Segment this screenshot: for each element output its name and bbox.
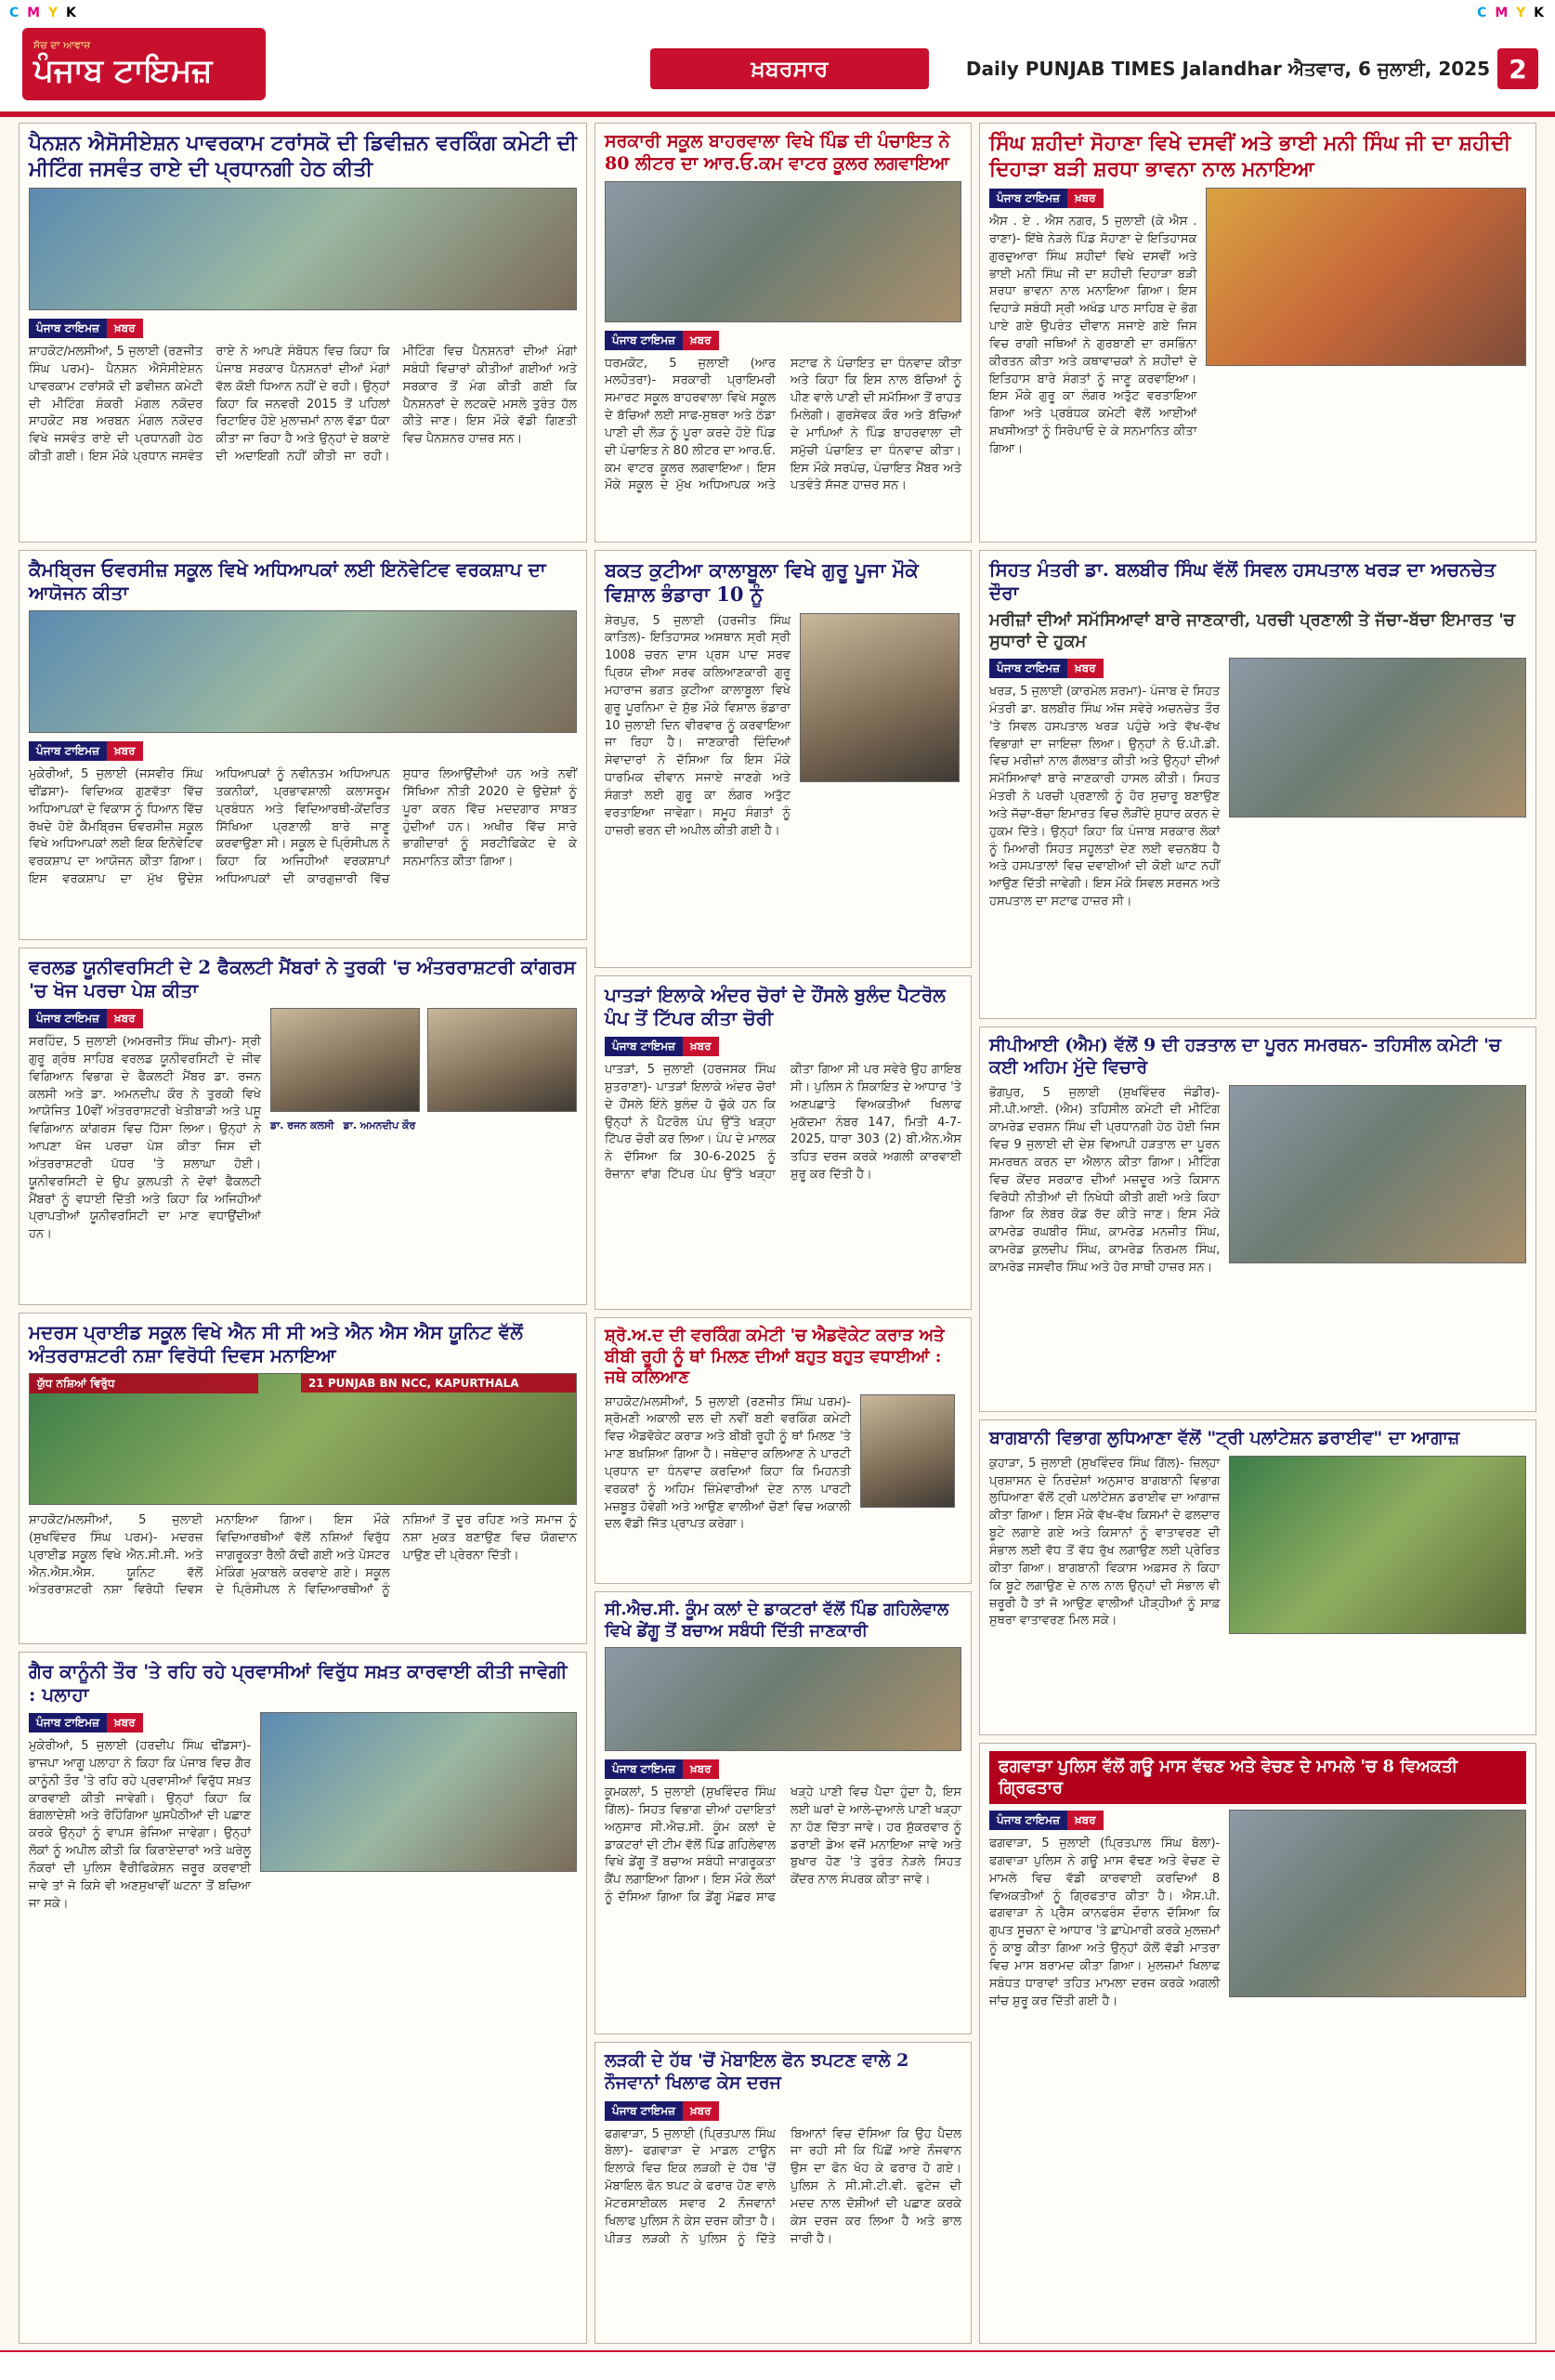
caption-2: ਡਾ. ਅਮਨਦੀਪ ਕੌਰ <box>343 1119 416 1131</box>
story-illegal-migrants[interactable] <box>19 1652 587 2344</box>
byline-tag: ਖ਼ਬਰ <box>683 1759 719 1779</box>
story-body: ਸ਼ੇਰਪੁਰ, 5 ਜੁਲਾਈ (ਹਰਜੀਤ ਸਿੰਘ ਕਾਤਿਲ)- ਇਤਿਹਾਸਕ ਅਸਥਾਨ ਸ੍ਰੀ ਸ੍ਰੀ 1008 ਚਰਨ ਦਾਸ ਪ੍ਰਸ ਪਾਦ ਸਰਵ ਪ੍ਰਿਯ ਦੀਆ ਸਰਵ ਕਲਿਆਣਕਾਰੀ ਗੁਰੂ ਮਹਾਰਾਜ ਭਗਤ ਕੁਟੀਆ ਕਾਲਾਬੂਲਾ ਵਿਖੇ ਗੁਰੂ ਪੂਰਨਿਮਾ ਦੇ ਸ਼ੁੱਭ ਮੌਕੇ ਵਿਸ਼ਾਲ ਭੰਡਾਰਾ 10 ਜੁਲਾਈ ਦਿਨ ਵੀਰਵਾਰ ਨੂੰ ਕਰਵਾਇਆ ਜਾ ਰਿਹਾ ਹੈ। ਜਾਣਕਾਰੀ ਦਿੰਦਿਆਂ ਸੇਵਾਦਾਰਾਂ ਨੇ ਦੱਸਿਆ ਕਿ ਇਸ ਮੌਕੇ ਧਾਰਮਿਕ ਦੀਵਾਨ ਸਜਾਏ ਜਾਣਗੇ ਅਤੇ ਸੰਗਤਾਂ ਲਈ ਗੁਰੂ ਕਾ ਲੰਗਰ ਅਤੁੱਟ ਵਰਤਾਇਆ ਜਾਵੇਗਾ। ਸਮੂਹ ਸੰਗਤਾਂ ਨੂੰ ਹਾਜ਼ਰੀ ਭਰਨ ਦੀ ਅਪੀਲ ਕੀਤੀ ਗਈ ਹੈ। <box>605 613 791 838</box>
newspaper-logo[interactable] <box>22 28 266 100</box>
story-bhandara[interactable] <box>595 550 972 968</box>
byline-name: ਪੰਜਾਬ ਟਾਇਮਜ਼ <box>605 1037 683 1056</box>
story-body: ਖਰੜ, 5 ਜੁਲਾਈ (ਕਾਰਮੇਲ ਸ਼ਰਮਾ)- ਪੰਜਾਬ ਦੇ ਸਿਹਤ ਮੰਤਰੀ ਡਾ. ਬਲਬੀਰ ਸਿੰਘ ਅੱਜ ਸਵੇਰੇ ਅਚਨਚੇਤ ਤੌਰ 'ਤੇ ਸਿਵਲ ਹਸਪਤਾਲ ਖਰੜ ਪਹੁੰਚੇ ਅਤੇ ਵੱਖ-ਵੱਖ ਵਿਭਾਗਾਂ ਦਾ ਜਾਇਜ਼ਾ ਲਿਆ। ਉਨ੍ਹਾਂ ਨੇ ਓ.ਪੀ.ਡੀ. ਵਿਚ ਮਰੀਜ਼ਾਂ ਨਾਲ ਗੱਲਬਾਤ ਕੀਤੀ ਅਤੇ ਉਨ੍ਹਾਂ ਦੀਆਂ ਸਮੱਸਿਆਵਾਂ ਬਾਰੇ ਜਾਣਕਾਰੀ ਹਾਸਲ ਕੀਤੀ। ਸਿਹਤ ਮੰਤਰੀ ਨੇ ਪਰਚੀ ਪ੍ਰਣਾਲੀ ਨੂੰ ਹੋਰ ਸੁਚਾਰੂ ਬਣਾਉਣ ਅਤੇ ਜੱਚਾ-ਬੱਚਾ ਇਮਾਰਤ ਵਿਚ ਲੋੜੀਂਦੇ ਸੁਧਾਰ ਕਰਨ ਦੇ ਹੁਕਮ ਦਿੱਤੇ। ਉਨ੍ਹਾਂ ਕਿਹਾ ਕਿ ਪੰਜਾਬ ਸਰਕਾਰ ਲੋਕਾਂ ਨੂੰ ਮਿਆਰੀ ਸਿਹਤ ਸਹੂਲਤਾਂ ਦੇਣ ਲਈ ਵਚਨਬੱਧ ਹੈ ਅਤੇ ਹਸਪਤਾਲਾਂ ਵਿਚ ਦਵਾਈਆਂ ਦੀ ਕੋਈ ਘਾਟ ਨਹੀਂ ਆਉਣ ਦਿੱਤੀ ਜਾਵੇਗੀ। ਇਸ ਮੌਕੇ ਸਿਵਲ ਸਰਜਨ ਅਤੇ ਹਸਪਤਾਲ ਦਾ ਸਟਾਫ ਹਾਜ਼ਰ ਸੀ। <box>989 685 1221 909</box>
cmyk-k: K <box>65 6 78 20</box>
page-number: 2 <box>1497 48 1538 89</box>
caption-1: ਡਾ. ਰਜਨ ਕਲਸੀ <box>270 1119 334 1131</box>
byline-name: ਪੰਜਾਬ ਟਾਇਮਜ਼ <box>989 189 1067 208</box>
cmyk-m: M <box>27 6 43 20</box>
banner-ncc: 21 PUNJAB BN NCC, KAPURTHALA <box>301 1374 576 1393</box>
headline: ਬਕਤ ਕੁਟੀਆ ਕਾਲਾਬੂਲਾ ਵਿਖੇ ਗੁਰੂ ਪੂਜਾ ਮੌਕੇ ਵਿਸ਼ਾਲ ਭੰਡਾਰਾ 10 ਨੂੰ <box>605 558 919 607</box>
byline <box>29 1713 143 1733</box>
byline-tag: ਖ਼ਬਰ <box>683 2101 719 2121</box>
subheadline: ਮਰੀਜ਼ਾਂ ਦੀਆਂ ਸਮੱਸਿਆਵਾਂ ਬਾਰੇ ਜਾਣਕਾਰੀ, ਪਰਚੀ ਪ੍ਰਣਾਲੀ ਤੇ ਜੱਚਾ-ਬੱਚਾ ਇਮਾਰਤ 'ਚ ਸੁਧਾਰਾਂ ਦੇ ਹੁਕਮ <box>989 610 1515 651</box>
footer-bar <box>0 2350 1555 2380</box>
story-health-minister[interactable] <box>979 550 1536 1019</box>
photo-water-cooler <box>605 181 961 322</box>
headline: ਗੈਰ ਕਾਨੂੰਨੀ ਤੌਰ 'ਤੇ ਰਹਿ ਰਹੇ ਪ੍ਰਵਾਸੀਆਂ ਵਿਰੁੱਧ ਸਖ਼ਤ ਕਾਰਵਾਈ ਕੀਤੀ ਜਾਵੇਗੀ : ਪਲਾਹਾ <box>29 1660 568 1706</box>
byline <box>605 331 719 350</box>
story-body: ਫਗਵਾੜਾ, 5 ਜੁਲਾਈ (ਪ੍ਰਿਤਪਾਲ ਸਿੰਘ ਬੋਲਾ)- ਫਗਵਾੜਾ ਪੁਲਿਸ ਨੇ ਗਊ ਮਾਸ ਵੱਢਣ ਅਤੇ ਵੇਚਣ ਦੇ ਮਾਮਲੇ ਵਿਚ ਵੱਡੀ ਕਾਰਵਾਈ ਕਰਦਿਆਂ 8 ਵਿਅਕਤੀਆਂ ਨੂੰ ਗ੍ਰਿਫਤਾਰ ਕੀਤਾ ਹੈ। ਐਸ.ਪੀ. ਫਗਵਾੜਾ ਨੇ ਪ੍ਰੈਸ ਕਾਨਫਰੰਸ ਦੌਰਾਨ ਦੱਸਿਆ ਕਿ ਗੁਪਤ ਸੂਚਨਾ ਦੇ ਆਧਾਰ 'ਤੇ ਛਾਪੇਮਾਰੀ ਕਰਕੇ ਮੁਲਜ਼ਮਾਂ ਨੂੰ ਕਾਬੂ ਕੀਤਾ ਗਿਆ ਅਤੇ ਉਨ੍ਹਾਂ ਕੋਲੋਂ ਵੱਡੀ ਮਾਤਰਾ ਵਿਚ ਮਾਸ ਬਰਾਮਦ ਕੀਤਾ ਗਿਆ। ਮੁਲਜ਼ਮਾਂ ਖਿਲਾਫ ਸਬੰਧਤ ਧਾਰਾਵਾਂ ਤਹਿਤ ਮਾਮਲਾ ਦਰਜ ਕਰਕੇ ਅਗਲੀ ਜਾਂਚ ਸ਼ੁਰੂ ਕਰ ਦਿੱਤੀ ਗਈ ਹੈ। <box>989 1837 1221 2008</box>
story-cambridge[interactable] <box>19 550 587 940</box>
photo-palaha-meeting <box>260 1712 577 1872</box>
story-bibi-ruhi[interactable] <box>595 1317 972 1584</box>
story-petrol-pump[interactable] <box>595 975 972 1310</box>
byline-tag: ਖ਼ਬਰ <box>107 1713 143 1733</box>
story-cpi-m[interactable] <box>979 1027 1536 1412</box>
story-body: ਮੁਕੇਰੀਆਂ, 5 ਜੁਲਾਈ (ਹਰਦੀਪ ਸਿੰਘ ਢੀਂਡਸਾ)- ਭਾਜਪਾ ਆਗੂ ਪਲਾਹਾ ਨੇ ਕਿਹਾ ਕਿ ਪੰਜਾਬ ਵਿਚ ਗੈਰ ਕਾਨੂੰਨੀ ਤੌਰ 'ਤੇ ਰਹਿ ਰਹੇ ਪ੍ਰਵਾਸੀਆਂ ਵਿਰੁੱਧ ਸਖ਼ਤ ਕਾਰਵਾਈ ਕੀਤੀ ਜਾਵੇਗੀ। ਉਨ੍ਹਾਂ ਕਿਹਾ ਕਿ ਬੰਗਲਾਦੇਸ਼ੀ ਅਤੇ ਰੋਹਿੰਗਿਆ ਘੁਸਪੈਠੀਆਂ ਦੀ ਪਛਾਣ ਕਰਕੇ ਉਨ੍ਹਾਂ ਨੂੰ ਵਾਪਸ ਭੇਜਿਆ ਜਾਵੇਗਾ। ਉਨ੍ਹਾਂ ਲੋਕਾਂ ਨੂੰ ਅਪੀਲ ਕੀਤੀ ਕਿ ਕਿਰਾਏਦਾਰਾਂ ਅਤੇ ਘਰੇਲੂ ਨੌਕਰਾਂ ਦੀ ਪੁਲਿਸ ਵੈਰੀਫਿਕੇਸ਼ਨ ਜ਼ਰੂਰ ਕਰਵਾਈ ਜਾਵੇ ਤਾਂ ਜੋ ਕਿਸੇ ਵੀ ਅਣਸੁਖਾਵੀਂ ਘਟਨਾ ਤੋਂ ਬਚਿਆ ਜਾ ਸਕੇ। <box>29 1739 252 1911</box>
photo-jathedar <box>860 1394 955 1508</box>
byline-name: ਪੰਜਾਬ ਟਾਇਮਜ਼ <box>29 1009 107 1028</box>
headline: ਪਾਤੜਾਂ ਇਲਾਕੇ ਅੰਦਰ ਚੋਰਾਂ ਦੇ ਹੌਂਸਲੇ ਬੁਲੰਦ ਪੈਟਰੋਲ ਪੰਪ ਤੋਂ ਟਿੱਪਰ ਕੀਤਾ ਚੋਰੀ <box>605 984 946 1029</box>
headline: ਸੀ.ਐਚ.ਸੀ. ਕੂੰਮ ਕਲਾਂ ਦੇ ਡਾਕਟਰਾਂ ਵੱਲੋਂ ਪਿੰਡ ਗਹਿਲੇਵਾਲ ਵਿਖੇ ਡੇਂਗੂ ਤੋਂ ਬਚਾਅ ਸਬੰਧੀ ਦਿੱਤੀ ਜਾਣਕਾਰੀ <box>605 1600 949 1641</box>
byline <box>29 1009 143 1028</box>
photo-workshop <box>29 610 577 733</box>
photo-arrested-accused <box>1229 1810 1526 1997</box>
cmyk-c: C <box>1477 6 1489 20</box>
headline: ਸਿੰਘ ਸ਼ਹੀਦਾਂ ਸੋਹਾਣਾ ਵਿਖੇ ਦਸਵੀਂ ਅਤੇ ਭਾਈ ਮਨੀ ਸਿੰਘ ਜੀ ਦਾ ਸ਼ਹੀਦੀ ਦਿਹਾੜਾ ਬੜੀ ਸ਼ਰਧਾ ਭਾਵਨਾ ਨਾਲ ਮਨਾਇਆ <box>989 131 1511 181</box>
photo-faculty-2 <box>427 1008 577 1112</box>
story-body: ਕੂਮਕਲਾਂ, 5 ਜੁਲਾਈ (ਸੁਖਵਿੰਦਰ ਸਿੰਘ ਗਿੱਲ)- ਸਿਹਤ ਵਿਭਾਗ ਦੀਆਂ ਹਦਾਇਤਾਂ ਅਨੁਸਾਰ ਸੀ.ਐਚ.ਸੀ. ਕੂੰਮ ਕਲਾਂ ਦੇ ਡਾਕਟਰਾਂ ਦੀ ਟੀਮ ਵੱਲੋਂ ਪਿੰਡ ਗਹਿਲੇਵਾਲ ਵਿਖੇ ਡੇਂਗੂ ਤੋਂ ਬਚਾਅ ਸਬੰਧੀ ਜਾਗਰੂਕਤਾ ਕੈਂਪ ਲਗਾਇਆ ਗਿਆ। ਇਸ ਮੌਕੇ ਲੋਕਾਂ ਨੂੰ ਦੱਸਿਆ ਗਿਆ ਕਿ ਡੇਂਗੂ ਮੱਛਰ ਸਾਫ ਖੜ੍ਹੇ ਪਾਣੀ ਵਿਚ ਪੈਦਾ ਹੁੰਦਾ ਹੈ, ਇਸ ਲਈ ਘਰਾਂ ਦੇ ਆਲੇ-ਦੁਆਲੇ ਪਾਣੀ ਖੜ੍ਹਾ ਨਾ ਹੋਣ ਦਿੱਤਾ ਜਾਵੇ। ਹਰ ਸ਼ੁੱਕਰਵਾਰ ਨੂੰ ਡਰਾਈ ਡੇਅ ਵਜੋਂ ਮਨਾਇਆ ਜਾਵੇ ਅਤੇ ਬੁਖਾਰ ਹੋਣ 'ਤੇ ਤੁਰੰਤ ਨੇੜਲੇ ਸਿਹਤ ਕੇਂਦਰ ਨਾਲ ਸੰਪਰਕ ਕੀਤਾ ਜਾਵੇ। <box>605 1785 961 1905</box>
byline-name: ਪੰਜਾਬ ਟਾਇਮਜ਼ <box>29 741 107 761</box>
headline: ਲੜਕੀ ਦੇ ਹੱਥ 'ਚੋਂ ਮੋਬਾਇਲ ਫੋਨ ਝਪਟਣ ਵਾਲੇ 2 ਨੌਜਵਾਨਾਂ ਖਿਲਾਫ ਕੇਸ ਦਰਜ <box>605 2050 909 2093</box>
headline: ਫਗਵਾੜਾ ਪੁਲਿਸ ਵੱਲੋਂ ਗਊ ਮਾਸ ਵੱਢਣ ਅਤੇ ਵੇਚਣ ਦੇ ਮਾਮਲੇ 'ਚ 8 ਵਿਅਕਤੀ ਗ੍ਰਿਫਤਾਰ <box>989 1751 1526 1804</box>
story-body: ਮੁਕੇਰੀਆਂ, 5 ਜੁਲਾਈ (ਜਸਵੀਰ ਸਿੰਘ ਢੀਂਡਸਾ)- ਵਿਦਿਅਕ ਗੁਣਵੱਤਾ ਵਿੱਚ ਅਧਿਆਪਕਾਂ ਦੇ ਵਿਕਾਸ ਨੂੰ ਧਿਆਨ ਵਿੱਚ ਰੱਖਦੇ ਹੋਏ ਕੈਮਬ੍ਰਿਜ ਓਵਰਸੀਜ਼ ਸਕੂਲ ਵਿਖੇ ਅਧਿਆਪਕਾਂ ਲਈ ਇਕ ਇਨੋਵੇਟਿਵ ਵਰਕਸ਼ਾਪ ਦਾ ਆਯੋਜਨ ਕੀਤਾ ਗਿਆ। ਇਸ ਵਰਕਸ਼ਾਪ ਦਾ ਮੁੱਖ ਉਦੇਸ਼ ਅਧਿਆਪਕਾਂ ਨੂੰ ਨਵੀਨਤਮ ਅਧਿਆਪਨ ਤਕਨੀਕਾਂ, ਪ੍ਰਭਾਵਸ਼ਾਲੀ ਕਲਾਸਰੂਮ ਪ੍ਰਬੰਧਨ ਅਤੇ ਵਿਦਿਆਰਥੀ-ਕੇਂਦਰਿਤ ਸਿੱਖਿਆ ਪ੍ਰਣਾਲੀ ਬਾਰੇ ਜਾਣੂ ਕਰਵਾਉਣਾ ਸੀ। ਸਕੂਲ ਦੇ ਪ੍ਰਿੰਸੀਪਲ ਨੇ ਕਿਹਾ ਕਿ ਅਜਿਹੀਆਂ ਵਰਕਸ਼ਾਪਾਂ ਅਧਿਆਪਕਾਂ ਦੀ ਕਾਰਗੁਜ਼ਾਰੀ ਵਿੱਚ ਸੁਧਾਰ ਲਿਆਉਂਦੀਆਂ ਹਨ ਅਤੇ ਨਵੀਂ ਸਿੱਖਿਆ ਨੀਤੀ 2020 ਦੇ ਉਦੇਸ਼ਾਂ ਨੂੰ ਪੂਰਾ ਕਰਨ ਵਿੱਚ ਮਦਦਗਾਰ ਸਾਬਤ ਹੁੰਦੀਆਂ ਹਨ। ਅਖੀਰ ਵਿੱਚ ਸਾਰੇ ਭਾਗੀਦਾਰਾਂ ਨੂੰ ਸਰਟੀਫਿਕੇਟ ਦੇ ਕੇ ਸਨਮਾਨਿਤ ਕੀਤਾ ਗਿਆ। <box>29 767 577 887</box>
story-body: ਧਰਮਕੋਟ, 5 ਜੁਲਾਈ (ਆਰ ਮਲਹੋਤਰਾ)- ਸਰਕਾਰੀ ਪ੍ਰਾਇਮਰੀ ਸਮਾਰਟ ਸਕੂਲ ਬਾਹਰਵਾਲਾ ਵਿਖੇ ਸਕੂਲ ਦੇ ਬੱਚਿਆਂ ਲਈ ਸਾਫ-ਸੁਥਰਾ ਅਤੇ ਠੰਡਾ ਪਾਣੀ ਦੀ ਲੋੜ ਨੂੰ ਪੂਰਾ ਕਰਦੇ ਹੋਏ ਪਿੰਡ ਦੀ ਪੰਚਾਇਤ ਨੇ 80 ਲੀਟਰ ਦਾ ਆਰ.ਓ. ਕਮ ਵਾਟਰ ਕੂਲਰ ਲਗਵਾਇਆ। ਇਸ ਮੌਕੇ ਸਕੂਲ ਦੇ ਮੁੱਖ ਅਧਿਆਪਕ ਅਤੇ ਸਟਾਫ ਨੇ ਪੰਚਾਇਤ ਦਾ ਧੰਨਵਾਦ ਕੀਤਾ ਅਤੇ ਕਿਹਾ ਕਿ ਇਸ ਨਾਲ ਬੱਚਿਆਂ ਨੂੰ ਪੀਣ ਵਾਲੇ ਪਾਣੀ ਦੀ ਸਮੱਸਿਆ ਤੋਂ ਰਾਹਤ ਮਿਲੇਗੀ। ਗੁਰਸੇਵਕ ਕੌਰ ਅਤੇ ਬੱਚਿਆਂ ਦੇ ਮਾਪਿਆਂ ਨੇ ਪਿੰਡ ਬਾਹਰਵਾਲਾ ਦੀ ਸਮੁੱਚੀ ਪੰਚਾਇਤ ਦਾ ਧੰਨਵਾਦ ਕੀਤਾ। ਇਸ ਮੌਕੇ ਸਰਪੰਚ, ਪੰਚਾਇਤ ਮੈਂਬਰ ਅਤੇ ਪਤਵੰਤੇ ਸੱਜਣ ਹਾਜ਼ਰ ਸਨ। <box>605 356 961 493</box>
byline <box>29 741 143 761</box>
story-mobile-snatch[interactable] <box>595 2042 972 2344</box>
story-water-cooler[interactable] <box>595 123 972 543</box>
story-body: ਪਾਤੜਾਂ, 5 ਜੁਲਾਈ (ਹਰਜਸਕ ਸਿੰਘ ਸ਼ੁਤਰਾਣਾ)- ਪਾਤੜਾਂ ਇਲਾਕੇ ਅੰਦਰ ਚੋਰਾਂ ਦੇ ਹੌਂਸਲੇ ਇੰਨੇ ਬੁਲੰਦ ਹੋ ਚੁੱਕੇ ਹਨ ਕਿ ਉਨ੍ਹਾਂ ਨੇ ਪੈਟਰੋਲ ਪੰਪ ਉੱਤੇ ਖੜ੍ਹਾ ਟਿੱਪਰ ਚੋਰੀ ਕਰ ਲਿਆ। ਪੰਪ ਦੇ ਮਾਲਕ ਨੇ ਦੱਸਿਆ ਕਿ 30-6-2025 ਨੂੰ ਰੋਜ਼ਾਨਾ ਵਾਂਗ ਟਿੱਪਰ ਪੰਪ ਉੱਤੇ ਖੜ੍ਹਾ ਕੀਤਾ ਗਿਆ ਸੀ ਪਰ ਸਵੇਰੇ ਉਹ ਗਾਇਬ ਸੀ। ਪੁਲਿਸ ਨੇ ਸ਼ਿਕਾਇਤ ਦੇ ਆਧਾਰ 'ਤੇ ਅਣਪਛਾਤੇ ਵਿਅਕਤੀਆਂ ਖਿਲਾਫ ਮੁਕੱਦਮਾ ਨੰਬਰ 147, ਮਿਤੀ 4-7-2025, ਧਾਰਾ 303 (2) ਬੀ.ਐਨ.ਐਸ ਤਹਿਤ ਦਰਜ ਕਰਕੇ ਅਗਲੀ ਕਾਰਵਾਈ ਸ਼ੁਰੂ ਕਰ ਦਿੱਤੀ ਹੈ। <box>605 1063 961 1183</box>
story-body: ਕੁਹਾੜਾ, 5 ਜੁਲਾਈ (ਸੁਖਵਿੰਦਰ ਸਿੰਘ ਗਿੱਲ)- ਜ਼ਿਲ੍ਹਾ ਪ੍ਰਸ਼ਾਸਨ ਦੇ ਨਿਰਦੇਸ਼ਾਂ ਅਨੁਸਾਰ ਬਾਗਬਾਨੀ ਵਿਭਾਗ ਲੁਧਿਆਣਾ ਵੱਲੋਂ ਟ੍ਰੀ ਪਲਾਂਟੇਸ਼ਨ ਡਰਾਈਵ ਦਾ ਆਗਾਜ਼ ਕੀਤਾ ਗਿਆ। ਇਸ ਮੌਕੇ ਵੱਖ-ਵੱਖ ਕਿਸਮਾਂ ਦੇ ਫਲਦਾਰ ਬੂਟੇ ਲਗਾਏ ਗਏ ਅਤੇ ਕਿਸਾਨਾਂ ਨੂੰ ਵਾਤਾਵਰਣ ਦੀ ਸੰਭਾਲ ਲਈ ਵੱਧ ਤੋਂ ਵੱਧ ਰੁੱਖ ਲਗਾਉਣ ਲਈ ਪ੍ਰੇਰਿਤ ਕੀਤਾ ਗਿਆ। ਬਾਗਬਾਨੀ ਵਿਕਾਸ ਅਫ਼ਸਰ ਨੇ ਕਿਹਾ ਕਿ ਬੂਟੇ ਲਗਾਉਣ ਦੇ ਨਾਲ ਨਾਲ ਉਨ੍ਹਾਂ ਦੀ ਸੰਭਾਲ ਵੀ ਜ਼ਰੂਰੀ ਹੈ ਤਾਂ ਜੋ ਆਉਣ ਵਾਲੀਆਂ ਪੀੜ੍ਹੀਆਂ ਨੂੰ ਸਾਫ਼ ਸੁਥਰਾ ਵਾਤਾਵਰਣ ਮਿਲ ਸਕੇ। <box>989 1456 1221 1628</box>
story-body: ਸ਼ਾਹਕੋਟ/ਮਲਸੀਆਂ, 5 ਜੁਲਾਈ (ਰਣਜੀਤ ਸਿੰਘ ਪਰਮ)- ਪੈਨਸ਼ਨ ਐਸੋਸੀਏਸ਼ਨ ਪਾਵਰਕਾਮ ਟਰਾਂਸਕੋ ਦੀ ਡਵੀਜ਼ਨ ਕਮੇਟੀ ਦੀ ਮੀਟਿੰਗ ਸ਼ੰਕਰੀ ਮੰਗਲ ਨਕੋਦਰ ਸਾਹਕੋਟ ਸਬ ਅਰਬਨ ਮੰਗਲ ਨਕੋਦਰ ਵਿਖੇ ਜਸਵੰਤ ਰਾਏ ਦੀ ਪ੍ਰਧਾਨਗੀ ਹੇਠ ਕੀਤੀ ਗਈ। ਇਸ ਮੌਕੇ ਪ੍ਰਧਾਨ ਜਸਵੰਤ ਰਾਏ ਨੇ ਆਪਣੇ ਸੰਬੋਧਨ ਵਿਚ ਕਿਹਾ ਕਿ ਪੰਜਾਬ ਸਰਕਾਰ ਪੈਨਸ਼ਨਰਾਂ ਦੀਆਂ ਮੰਗਾਂ ਵੱਲ ਕੋਈ ਧਿਆਨ ਨਹੀਂ ਦੇ ਰਹੀ। ਉਨ੍ਹਾਂ ਕਿਹਾ ਕਿ ਜਨਵਰੀ 2015 ਤੋਂ ਪਹਿਲਾਂ ਰਿਟਾਇਰ ਹੋਏ ਮੁਲਾਜ਼ਮਾਂ ਨਾਲ ਵੱਡਾ ਧੱਕਾ ਕੀਤਾ ਜਾ ਰਿਹਾ ਹੈ ਅਤੇ ਉਨ੍ਹਾਂ ਦੇ ਬਕਾਏ ਦੀ ਅਦਾਇਗੀ ਨਹੀਂ ਕੀਤੀ ਜਾ ਰਹੀ। ਮੀਟਿੰਗ ਵਿਚ ਪੈਨਸ਼ਨਰਾਂ ਦੀਆਂ ਮੰਗਾਂ ਸਬੰਧੀ ਵਿਚਾਰਾਂ ਕੀਤੀਆਂ ਗਈਆਂ ਅਤੇ ਸਰਕਾਰ ਤੋਂ ਮੰਗ ਕੀਤੀ ਗਈ ਕਿ ਪੈਨਸ਼ਨਰਾਂ ਦੇ ਲਟਕਦੇ ਮਸਲੇ ਤੁਰੰਤ ਹੱਲ ਕੀਤੇ ਜਾਣ। ਇਸ ਮੌਕੇ ਵੱਡੀ ਗਿਣਤੀ ਵਿਚ ਪੈਨਸ਼ਨਰ ਹਾਜ਼ਰ ਸਨ। <box>29 345 577 464</box>
byline-tag: ਖ਼ਬਰ <box>107 741 143 761</box>
story-dengue[interactable] <box>595 1591 972 2034</box>
byline-name: ਪੰਜਾਬ ਟਾਇਮਜ਼ <box>29 1713 107 1733</box>
story-pension[interactable] <box>19 123 587 543</box>
byline-tag: ਖ਼ਬਰ <box>683 331 719 350</box>
photo-portrait <box>800 613 960 782</box>
cmyk-m: M <box>1495 6 1510 20</box>
byline-tag: ਖ਼ਬਰ <box>1067 189 1104 208</box>
story-tree-plantation[interactable] <box>979 1419 1536 1735</box>
story-world-university[interactable] <box>19 948 587 1305</box>
story-body: ਸਰਹਿੰਦ, 5 ਜੁਲਾਈ (ਅਮਰਜੀਤ ਸਿੰਘ ਚੀਮਾ)- ਸ੍ਰੀ ਗੁਰੂ ਗ੍ਰੰਥ ਸਾਹਿਬ ਵਰਲਡ ਯੂਨੀਵਰਸਿਟੀ ਦੇ ਜੀਵ ਵਿਗਿਆਨ ਵਿਭਾਗ ਦੇ ਫੈਕਲਟੀ ਮੈਂਬਰ ਡਾ. ਰਜਨ ਕਲਸੀ ਅਤੇ ਡਾ. ਅਮਨਦੀਪ ਕੌਰ ਨੇ ਤੁਰਕੀ ਵਿਖੇ ਆਯੋਜਿਤ 10ਵੀਂ ਅੰਤਰਰਾਸ਼ਟਰੀ ਖੇਤੀਬਾੜੀ ਅਤੇ ਪਸ਼ੂ ਵਿਗਿਆਨ ਕਾਂਗਰਸ ਵਿਚ ਹਿੱਸਾ ਲਿਆ। ਉਨ੍ਹਾਂ ਨੇ ਆਪਣਾ ਖੋਜ ਪਰਚਾ ਪੇਸ਼ ਕੀਤਾ ਜਿਸ ਦੀ ਅੰਤਰਰਾਸ਼ਟਰੀ ਪੱਧਰ 'ਤੇ ਸ਼ਲਾਘਾ ਹੋਈ। ਯੂਨੀਵਰਸਿਟੀ ਦੇ ਉਪ ਕੁਲਪਤੀ ਨੇ ਦੋਵਾਂ ਫੈਕਲਟੀ ਮੈਂਬਰਾਂ ਨੂੰ ਵਧਾਈ ਦਿੱਤੀ ਅਤੇ ਕਿਹਾ ਕਿ ਅਜਿਹੀਆਂ ਪ੍ਰਾਪਤੀਆਂ ਯੂਨੀਵਰਸਿਟੀ ਦਾ ਮਾਣ ਵਧਾਉਂਦੀਆਂ ਹਨ। <box>29 1035 261 1242</box>
byline <box>605 1037 719 1056</box>
cmyk-c: C <box>9 6 21 20</box>
story-body: ਸ਼ਾਹਕੋਟ/ਮਲਸੀਆਂ, 5 ਜੁਲਾਈ (ਰਣਜੀਤ ਸਿੰਘ ਪਰਮ)- ਸ਼੍ਰੋਮਣੀ ਅਕਾਲੀ ਦਲ ਦੀ ਨਵੀਂ ਬਣੀ ਵਰਕਿੰਗ ਕਮੇਟੀ ਵਿਚ ਐਡਵੋਕੇਟ ਕਰਾੜ ਅਤੇ ਬੀਬੀ ਰੂਹੀ ਨੂੰ ਥਾਂ ਮਿਲਣ 'ਤੇ ਮਾਣ ਬਖ਼ਸ਼ਿਆ ਗਿਆ ਹੈ। ਜਥੇਦਾਰ ਕਲਿਆਣ ਨੇ ਪਾਰਟੀ ਪ੍ਰਧਾਨ ਦਾ ਧੰਨਵਾਦ ਕਰਦਿਆਂ ਕਿਹਾ ਕਿ ਮਿਹਨਤੀ ਵਰਕਰਾਂ ਨੂੰ ਅਹਿਮ ਜ਼ਿੰਮੇਵਾਰੀਆਂ ਦੇਣ ਨਾਲ ਪਾਰਟੀ ਮਜ਼ਬੂਤ ਹੋਵੇਗੀ ਅਤੇ ਆਉਣ ਵਾਲੀਆਂ ਚੋਣਾਂ ਵਿਚ ਅਕਾਲੀ ਦਲ ਵੱਡੀ ਜਿੱਤ ਪ੍ਰਾਪਤ ਕਰੇਗਾ। <box>605 1394 851 1532</box>
logo-name: ਪੰਜਾਬ ਟਾਇਮਜ਼ <box>33 52 213 89</box>
dateline: Daily PUNJAB TIMES Jalandhar ਐਤਵਾਰ, 6 ਜੁਲਾਈ, 2025 <box>965 58 1490 80</box>
photo-anti-drug-day <box>29 1373 577 1505</box>
story-body: ਭੋਗਪੁਰ, 5 ਜੁਲਾਈ (ਸੁਖਵਿੰਦਰ ਜੰਡੀਰ)- ਸੀ.ਪੀ.ਆਈ. (ਐਮ) ਤਹਿਸੀਲ ਕਮੇਟੀ ਦੀ ਮੀਟਿੰਗ ਕਾਮਰੇਡ ਦਰਸ਼ਨ ਸਿੰਘ ਦੀ ਪ੍ਰਧਾਨਗੀ ਹੇਠ ਹੋਈ ਜਿਸ ਵਿਚ 9 ਜੁਲਾਈ ਦੀ ਦੇਸ਼ ਵਿਆਪੀ ਹੜਤਾਲ ਦਾ ਪੂਰਨ ਸਮਰਥਨ ਕਰਨ ਦਾ ਐਲਾਨ ਕੀਤਾ ਗਿਆ। ਮੀਟਿੰਗ ਵਿਚ ਕੇਂਦਰ ਸਰਕਾਰ ਦੀਆਂ ਮਜ਼ਦੂਰ ਅਤੇ ਕਿਸਾਨ ਵਿਰੋਧੀ ਨੀਤੀਆਂ ਦੀ ਨਿਖੇਧੀ ਕੀਤੀ ਗਈ ਅਤੇ ਕਿਹਾ ਗਿਆ ਕਿ ਲੇਬਰ ਕੋਡ ਰੱਦ ਕੀਤੇ ਜਾਣ। ਇਸ ਮੌਕੇ ਕਾਮਰੇਡ ਰਘਬੀਰ ਸਿੰਘ, ਕਾਮਰੇਡ ਮਨਜੀਤ ਸਿੰਘ, ਕਾਮਰੇਡ ਕੁਲਦੀਪ ਸਿੰਘ, ਕਾਮਰੇਡ ਨਿਰਮਲ ਸਿੰਘ, ਕਾਮਰੇਡ ਜਸਵੀਰ ਸਿੰਘ ਅਤੇ ਹੋਰ ਸਾਥੀ ਹਾਜ਼ਰ ਸਨ। <box>989 1085 1221 1275</box>
headline: ਵਰਲਡ ਯੂਨੀਵਰਸਿਟੀ ਦੇ 2 ਫੈਕਲਟੀ ਮੈਂਬਰਾਂ ਨੇ ਤੁਰਕੀ 'ਚ ਅੰਤਰਰਾਸ਼ਟਰੀ ਕਾਂਗਰਸ 'ਚ ਖੋਜ ਪਰਚਾ ਪੇਸ਼ ਕੀਤਾ <box>29 956 576 1001</box>
photo-gurdwara-ceremony <box>1206 188 1526 366</box>
byline <box>989 659 1104 678</box>
byline-name: ਪੰਜਾਬ ਟਾਇਮਜ਼ <box>605 331 683 350</box>
byline <box>989 189 1104 208</box>
byline-name: ਪੰਜਾਬ ਟਾਇਮਜ਼ <box>989 659 1067 678</box>
story-phagwara-arrest[interactable] <box>979 1743 1536 2344</box>
story-body: ਸ਼ਾਹਕੋਟ/ਮਲਸੀਆਂ, 5 ਜੁਲਾਈ (ਸੁਖਵਿੰਦਰ ਸਿੰਘ ਪਰਮ)- ਮਦਰਜ਼ ਪ੍ਰਾਈਡ ਸਕੂਲ ਵਿਖੇ ਐਨ.ਸੀ.ਸੀ. ਅਤੇ ਐਨ.ਐਸ.ਐਸ. ਯੂਨਿਟ ਵੱਲੋਂ ਅੰਤਰਰਾਸ਼ਟਰੀ ਨਸ਼ਾ ਵਿਰੋਧੀ ਦਿਵਸ ਮਨਾਇਆ ਗਿਆ। ਇਸ ਮੌਕੇ ਵਿਦਿਆਰਥੀਆਂ ਵੱਲੋਂ ਨਸ਼ਿਆਂ ਵਿਰੁੱਧ ਜਾਗਰੂਕਤਾ ਰੈਲੀ ਕੱਢੀ ਗਈ ਅਤੇ ਪੋਸਟਰ ਮੇਕਿੰਗ ਮੁਕਾਬਲੇ ਕਰਵਾਏ ਗਏ। ਸਕੂਲ ਦੇ ਪ੍ਰਿੰਸੀਪਲ ਨੇ ਵਿਦਿਆਰਥੀਆਂ ਨੂੰ ਨਸ਼ਿਆਂ ਤੋਂ ਦੂਰ ਰਹਿਣ ਅਤੇ ਸਮਾਜ ਨੂੰ ਨਸ਼ਾ ਮੁਕਤ ਬਣਾਉਣ ਵਿਚ ਯੋਗਦਾਨ ਪਾਉਣ ਦੀ ਪ੍ਰੇਰਨਾ ਦਿੱਤੀ। <box>29 1513 577 1598</box>
headline: ਕੈਮਬ੍ਰਿਜ ਓਵਰਸੀਜ਼ ਸਕੂਲ ਵਿਖੇ ਅਧਿਆਪਕਾਂ ਲਈ ਇਨੋਵੇਟਿਵ ਵਰਕਸ਼ਾਪ ਦਾ ਆਯੋਜਨ ਕੀਤਾ <box>29 558 546 604</box>
byline-name: ਪੰਜਾਬ ਟਾਇਮਜ਼ <box>605 2101 683 2121</box>
byline-tag: ਖ਼ਬਰ <box>107 319 143 338</box>
cmyk-y: Y <box>1516 6 1528 20</box>
byline-tag: ਖ਼ਬਰ <box>1067 1811 1104 1830</box>
banner-anti-drug: ਯੁੱਧ ਨਸ਼ਿਆਂ ਵਿਰੁੱਧ <box>30 1374 258 1393</box>
story-martyrdom[interactable] <box>979 123 1536 543</box>
section-label: ਖ਼ਬਰਸਾਰ <box>650 48 929 89</box>
byline <box>29 319 143 338</box>
byline-tag: ਖ਼ਬਰ <box>1067 659 1104 678</box>
logo-tagline: ਸੱਚ ਦਾ ਆਵਾਜ਼ <box>33 39 91 51</box>
cmyk-marks-left <box>9 6 78 20</box>
cmyk-marks-right <box>1477 6 1546 20</box>
photo-cpi-meeting <box>1229 1085 1526 1263</box>
byline-name: ਪੰਜਾਬ ਟਾਇਮਜ਼ <box>989 1811 1067 1830</box>
headline: ਸਿਹਤ ਮੰਤਰੀ ਡਾ. ਬਲਬੀਰ ਸਿੰਘ ਵੱਲੋਂ ਸਿਵਲ ਹਸਪਤਾਲ ਖਰੜ ਦਾ ਅਚਨਚੇਤ ਦੌਰਾ <box>989 558 1496 604</box>
masthead <box>0 0 1555 117</box>
headline: ਸੀਪੀਆਈ (ਐਮ) ਵੱਲੋਂ 9 ਦੀ ਹੜਤਾਲ ਦਾ ਪੂਰਨ ਸਮਰਥਨ- ਤਹਿਸੀਲ ਕਮੇਟੀ 'ਚ ਕਈ ਅਹਿਮ ਮੁੱਦੇ ਵਿਚਾਰੇ <box>989 1035 1501 1078</box>
headline: ਸਰਕਾਰੀ ਸਕੂਲ ਬਾਹਰਵਾਲਾ ਵਿਖੇ ਪਿੰਡ ਦੀ ਪੰਚਾਇਤ ਨੇ 80 ਲੀਟਰ ਦਾ ਆਰ.ਓ.ਕਮ ਵਾਟਰ ਕੂਲਰ ਲਗਵਾਇਆ <box>605 131 950 174</box>
photo-dengue-camp <box>605 1647 961 1751</box>
story-body: ਫਗਵਾੜਾ, 5 ਜੁਲਾਈ (ਪ੍ਰਿਤਪਾਲ ਸਿੰਘ ਬੋਲਾ)- ਫਗਵਾੜਾ ਦੇ ਮਾਡਲ ਟਾਊਨ ਇਲਾਕੇ ਵਿਚ ਇਕ ਲੜਕੀ ਦੇ ਹੱਥ 'ਚੋਂ ਮੋਬਾਇਲ ਫੋਨ ਝਪਟ ਕੇ ਫਰਾਰ ਹੋਣ ਵਾਲੇ ਮੋਟਰਸਾਈਕਲ ਸਵਾਰ 2 ਨੌਜਵਾਨਾਂ ਖਿਲਾਫ ਪੁਲਿਸ ਨੇ ਕੇਸ ਦਰਜ ਕੀਤਾ ਹੈ। ਪੀੜਤ ਲੜਕੀ ਨੇ ਪੁਲਿਸ ਨੂੰ ਦਿੱਤੇ ਬਿਆਨਾਂ ਵਿਚ ਦੱਸਿਆ ਕਿ ਉਹ ਪੈਦਲ ਜਾ ਰਹੀ ਸੀ ਕਿ ਪਿੱਛੋਂ ਆਏ ਨੌਜਵਾਨ ਉਸ ਦਾ ਫੋਨ ਖੋਹ ਕੇ ਫਰਾਰ ਹੋ ਗਏ। ਪੁਲਿਸ ਨੇ ਸੀ.ਸੀ.ਟੀ.ਵੀ. ਫੁਟੇਜ ਦੀ ਮਦਦ ਨਾਲ ਦੋਸ਼ੀਆਂ ਦੀ ਪਛਾਣ ਕਰਕੇ ਕੇਸ ਦਰਜ ਕਰ ਲਿਆ ਹੈ ਅਤੇ ਭਾਲ ਜਾਰੀ ਹੈ। <box>605 2126 961 2246</box>
cmyk-k: K <box>1534 6 1546 20</box>
headline: ਬਾਗਬਾਨੀ ਵਿਭਾਗ ਲੁਧਿਆਣਾ ਵੱਲੋਂ "ਟ੍ਰੀ ਪਲਾਂਟੇਸ਼ਨ ਡਰਾਈਵ" ਦਾ ਆਗਾਜ਼ <box>989 1428 1460 1448</box>
headline: ਪੈਨਸ਼ਨ ਐਸੋਸੀਏਸ਼ਨ ਪਾਵਰਕਾਮ ਟਰਾਂਸਕੋ ਦੀ ਡਿਵੀਜ਼ਨ ਵਰਕਿੰਗ ਕਮੇਟੀ ਦੀ ਮੀਟਿੰਗ ਜਸਵੰਤ ਰਾਏ ਦੀ ਪ੍ਰਧਾਨਗੀ ਹੇਠ ਕੀਤੀ <box>29 131 577 181</box>
byline <box>605 1759 719 1779</box>
photo-faculty-1 <box>270 1008 420 1112</box>
byline-name: ਪੰਜਾਬ ਟਾਇਮਜ਼ <box>29 319 107 338</box>
byline <box>605 2101 719 2121</box>
story-body: ਐਸ . ਏ . ਐਸ ਨਗਰ, 5 ਜੁਲਾਈ (ਕੇ ਐਸ . ਰਾਣਾ)- ਇੱਥੇ ਨੇੜਲੇ ਪਿੰਡ ਸੋਹਾਣਾ ਦੇ ਇਤਿਹਾਸਕ ਗੁਰਦੁਆਰਾ ਸਿੰਘ ਸ਼ਹੀਦਾਂ ਵਿਖੇ ਦਸਵੀਂ ਅਤੇ ਭਾਈ ਮਨੀ ਸਿੰਘ ਜੀ ਦਾ ਸ਼ਹੀਦੀ ਦਿਹਾੜਾ ਬੜੀ ਸ਼ਰਧਾ ਭਾਵਨਾ ਨਾਲ ਮਨਾਇਆ ਗਿਆ। ਇਸ ਦਿਹਾੜੇ ਸਬੰਧੀ ਸ੍ਰੀ ਅਖੰਡ ਪਾਠ ਸਾਹਿਬ ਦੇ ਭੋਗ ਪਾਏ ਗਏ ਉਪਰੰਤ ਦੀਵਾਨ ਸਜਾਏ ਗਏ ਜਿਸ ਵਿਚ ਰਾਗੀ ਜਥਿਆਂ ਨੇ ਗੁਰਬਾਣੀ ਦਾ ਰਸਭਿੰਨਾ ਕੀਰਤਨ ਕੀਤਾ ਅਤੇ ਕਥਾਵਾਚਕਾਂ ਨੇ ਸ਼ਹੀਦਾਂ ਦੇ ਇਤਿਹਾਸ ਬਾਰੇ ਸੰਗਤਾਂ ਨੂੰ ਜਾਣੂ ਕਰਵਾਇਆ। ਇਸ ਮੌਕੇ ਗੁਰੂ ਕਾ ਲੰਗਰ ਅਤੁੱਟ ਵਰਤਾਇਆ ਗਿਆ ਅਤੇ ਪ੍ਰਬੰਧਕ ਕਮੇਟੀ ਵੱਲੋਂ ਆਈਆਂ ਸ਼ਖਸੀਅਤਾਂ ਨੂੰ ਸਿਰੋਪਾਓ ਦੇ ਕੇ ਸਨਮਾਨਿਤ ਕੀਤਾ ਗਿਆ। <box>989 215 1197 456</box>
story-madrasa[interactable] <box>19 1313 587 1644</box>
photo-captions <box>270 1119 577 1132</box>
cmyk-y: Y <box>47 6 60 20</box>
byline-tag: ਖ਼ਬਰ <box>683 1037 719 1056</box>
byline-tag: ਖ਼ਬਰ <box>107 1009 143 1028</box>
headline: ਸ਼੍ਰੋ.ਅ.ਦ ਦੀ ਵਰਕਿੰਗ ਕਮੇਟੀ 'ਚ ਐਡਵੋਕੇਟ ਕਰਾੜ ਅਤੇ ਬੀਬੀ ਰੂਹੀ ਨੂੰ ਥਾਂ ਮਿਲਣ ਦੀਆਂ ਬਹੁਤ ਬਹੁਤ ਵਧਾਈਆਂ : ਜਥੇ ਕਲਿਆਣ <box>605 1326 945 1387</box>
photo-pension-meeting <box>29 188 577 310</box>
photo-hospital-visit <box>1229 658 1526 817</box>
byline <box>989 1811 1104 1830</box>
byline-name: ਪੰਜਾਬ ਟਾਇਮਜ਼ <box>605 1759 683 1779</box>
photo-tree-planting <box>1229 1456 1526 1634</box>
headline: ਮਦਰਸ ਪ੍ਰਾਈਡ ਸਕੂਲ ਵਿਖੇ ਐਨ ਸੀ ਸੀ ਅਤੇ ਐਨ ਐਸ ਐਸ ਯੂਨਿਟ ਵੱਲੋਂ ਅੰਤਰਰਾਸ਼ਟਰੀ ਨਸ਼ਾ ਵਿਰੋਧੀ ਦਿਵਸ ਮਨਾਇਆ <box>29 1321 523 1367</box>
